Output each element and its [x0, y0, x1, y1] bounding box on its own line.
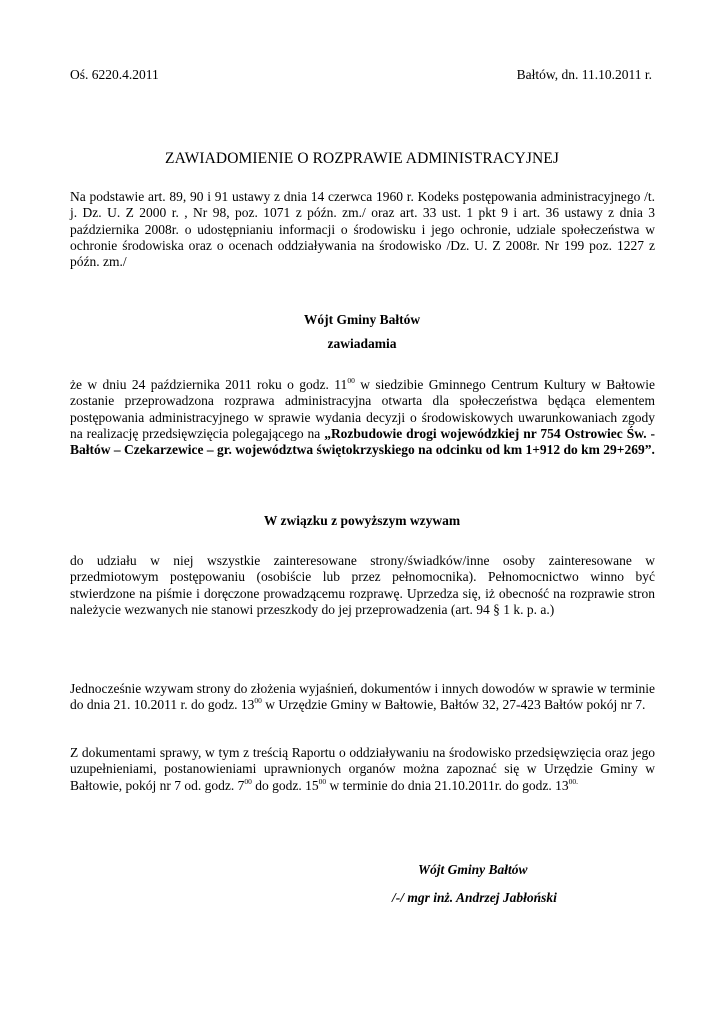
signature-name: /-/ mgr inż. Andrzej Jabłoński [392, 890, 557, 905]
notice-paragraph [70, 377, 655, 458]
explanations-text-2: w Urzędzie Gminy w Bałtowie, Bałtów 32, 27-423 Bałtów pokój nr 7. [261, 697, 646, 713]
documents-sup-3: 00. [568, 776, 578, 786]
explanations-time-sup: 00 [254, 696, 262, 706]
documents-sup-2: 00 [318, 776, 327, 786]
explanations-paragraph [70, 681, 655, 714]
notice-text-1: że w dniu 24 października 2011 roku o godz. 11 [70, 377, 348, 392]
project-name: „Rozbudowie drogi wojewódzkiej nr 754 Ostrowiec Św. - Bałtów – Czekarzewice – gr. województwa świętokrzyskiego na odcinku od km 1+912 do km 29+269”. [70, 425, 655, 458]
documents-sup-1: 00 [244, 776, 252, 786]
signature-office: Wójt Gminy Bałtów [418, 862, 528, 877]
announces-heading: zawiadamia [327, 336, 397, 351]
documents-text-3: w terminie do dnia 21.10.2011r. do godz. 13 [326, 777, 569, 793]
reference-number: Oś. 6220.4.2011 [70, 67, 159, 82]
summons-heading: W związku z powyższym wzywam [263, 513, 461, 528]
place-and-date: Bałtów, dn. 11.10.2011 r. [516, 67, 652, 82]
summons-paragraph: do udziału w niej wszystkie zainteresowane strony/świadków/inne osoby zainteresowane w przedmiotowym postępowaniu (osobiście lub przez pełnomocnika). Pełnomocnictwo winno być stwierdzone na piśmie i doręczone prowadzącemu rozprawę. Uprzedza się, iż obecność na rozprawie stron należycie wezwanych nie stanowi przeszkody do jej przeprowadzenia (art. 94 § 1 k. p. a.) [70, 553, 655, 617]
legal-basis-paragraph: Na podstawie art. 89, 90 i 91 ustawy z dnia 14 czerwca 1960 r. Kodeks postępowania administracyjnego /t. j. Dz. U. Z 2000 r. , Nr 98, poz. 1071 z późn. zm./ oraz art. 33 ust. 1 pkt 9 i art. 36 ustawy z dnia 3 października 2008r. o udostępnianiu informacji o środowisku i jego ochronie, udziale społeczeństwa w ochronie środowiska oraz o ocenach oddziaływania na środowisko /Dz. U. Z 2008r. Nr 199 poz. 1227 z późn. zm./ [70, 189, 655, 270]
authority-heading: Wójt Gminy Bałtów [303, 312, 421, 327]
notice-time-sup: 00 [347, 376, 355, 385]
notice-text-2: w siedzibie Gminnego Centrum Kultury w Bałtowie zostanie przeprowadzona rozprawa administracyjna otwarta dla społeczeństwa będąca elementem postępowania administracyjnego w sprawie wydania decyzji o środowiskowych uwarunkowaniach zgody na realizację przedsięwzięcia polegającego na [70, 377, 655, 441]
document-title: ZAWIADOMIENIE O ROZPRAWIE ADMINISTRACYJNEJ [165, 150, 559, 167]
explanations-text-1: Jednocześnie wzywam strony do złożenia wyjaśnień, dokumentów i innych dowodów w sprawie w terminie do dnia 21. 10.2011 r. do godz. 13 [70, 681, 655, 713]
documents-paragraph [70, 745, 655, 794]
documents-text-1: Z dokumentami sprawy, w tym z treścią Raportu o oddziaływaniu na środowisko przedsięwzięcia oraz jego uzupełnieniami, postanowieniami uprawnionych organów można zapoznać się w Urzędzie Gminy w Bałtowie, pokój nr 7 od. godz. 7 [70, 745, 655, 793]
documents-text-2: do godz. 15 [251, 777, 319, 793]
